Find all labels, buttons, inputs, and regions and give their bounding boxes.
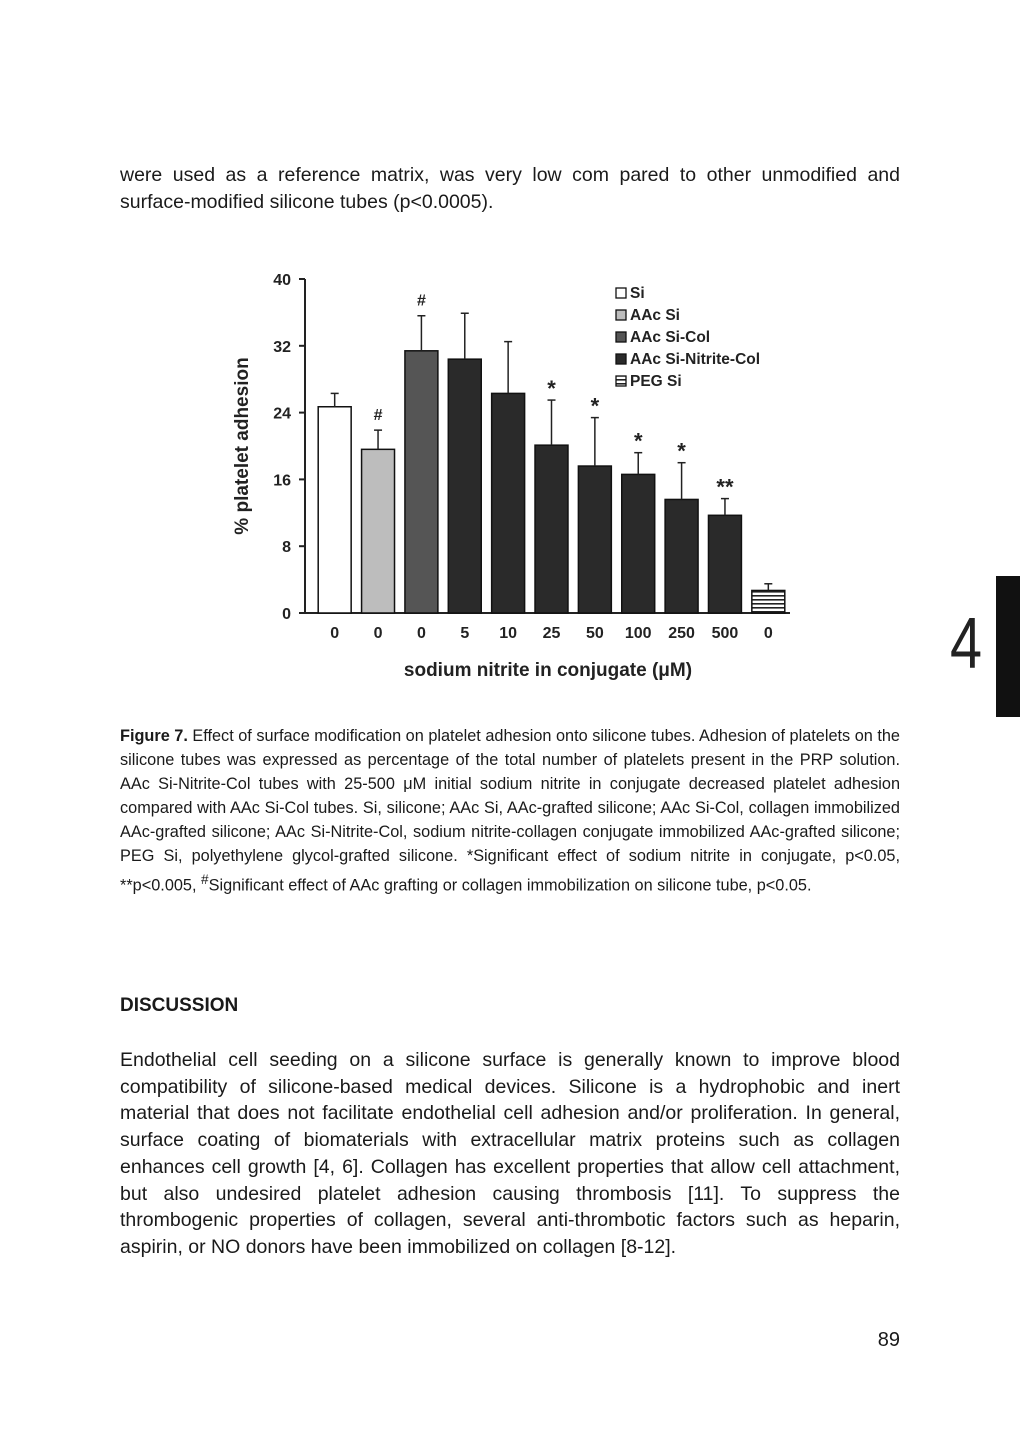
- x-tick-label: 0: [330, 625, 340, 642]
- y-tick-label: 16: [273, 472, 291, 490]
- page-number: 89: [877, 1329, 900, 1351]
- caption-hash-superscript: #: [201, 872, 209, 887]
- x-tick-label: 250: [668, 625, 695, 642]
- legend-label: AAc Si: [630, 307, 680, 324]
- significance-marker: #: [416, 292, 426, 310]
- y-tick-label: 32: [273, 338, 291, 356]
- chapter-number: 4: [949, 604, 983, 684]
- bar: [535, 445, 568, 613]
- caption-text-part2: Significant effect of AAc grafting or collagen immobilization on silicone tube, p<0.05.: [208, 876, 812, 895]
- figure-caption: [120, 724, 900, 897]
- legend-swatch: [616, 310, 626, 320]
- x-tick-label: 5: [460, 625, 470, 642]
- intro-paragraph: were used as a reference matrix, was very low com pared to other unmodified and surface-modified silicone tubes (p<0.0005).: [120, 164, 900, 213]
- legend-swatch: [616, 288, 626, 298]
- significance-marker: *: [633, 428, 643, 454]
- discussion-paragraph: Endothelial cell seeding on a silicone surface is generally known to improve blood compatibility of silicone-based medical devices. Silicone is a hydrophobic and inert material that does not facilitate endothelial cell adhesion and/or proliferation. In general, surface coating of biomaterials with extracellular matrix proteins such as collagen enhances cell growth [4, 6]. Collagen has excellent properties that allow cell attachment, but also undesired platelet adhesion causing thrombosis [11]. To suppress the thrombogenic properties of collagen, several anti-thrombotic factors such as heparin, aspirin, or NO donors have been immobilized on collagen [8-12].: [120, 1049, 900, 1258]
- significance-marker: #: [373, 407, 383, 425]
- chapter-tab-marker: [996, 576, 1020, 717]
- x-axis-label: sodium nitrite in conjugate (μM): [403, 660, 693, 681]
- bar: [492, 393, 525, 613]
- x-tick-label: 25: [542, 625, 561, 642]
- significance-marker: **: [716, 474, 734, 500]
- x-tick-label: 0: [763, 625, 773, 642]
- x-tick-label: 0: [416, 625, 426, 642]
- discussion-heading: DISCUSSION: [120, 995, 239, 1016]
- legend-swatch: [616, 354, 626, 364]
- legend-swatch: [616, 376, 626, 386]
- bar: [578, 466, 611, 613]
- y-tick-label: 24: [273, 405, 291, 423]
- x-tick-label: 50: [585, 625, 604, 642]
- y-tick-label: 40: [273, 272, 291, 289]
- significance-marker: *: [547, 376, 556, 402]
- figure-label: Figure 7.: [120, 727, 188, 745]
- legend-label: AAc Si-Col: [630, 329, 711, 346]
- bar: [752, 590, 785, 613]
- y-axis-label: % platelet adhesion: [232, 357, 253, 535]
- platelet-adhesion-bar-chart: [200, 255, 820, 695]
- x-tick-label: 10: [499, 625, 518, 642]
- y-tick-label: 8: [282, 539, 291, 557]
- x-tick-label: 100: [624, 625, 652, 642]
- bar: [448, 359, 481, 613]
- y-tick-label: 0: [282, 606, 291, 623]
- x-tick-label: 500: [711, 625, 739, 642]
- legend-label: AAc Si-Nitrite-Col: [630, 351, 761, 368]
- bar: [665, 499, 698, 613]
- legend-swatch: [616, 332, 626, 342]
- significance-marker: *: [590, 393, 600, 419]
- chart-legend: [616, 285, 760, 390]
- legend-label: PEG Si: [630, 373, 682, 390]
- chart-bars: [318, 293, 785, 642]
- significance-marker: *: [677, 438, 686, 464]
- x-tick-label: 0: [373, 625, 383, 642]
- bar: [622, 474, 655, 613]
- bar: [318, 407, 351, 613]
- bar: [405, 351, 438, 613]
- caption-text-part1: Effect of surface modification on platelet adhesion onto silicone tubes. Adhesion of platelets on the silicone tubes was expressed as percentage of the total number of platelets present in the PRP solution. AAc Si-Nitrite-Col tubes with 25-500 μM initial sodium nitrite in conjugate decreased platelet adhesion compared with AAc Si-Col tubes. Si, silicone; AAc Si, AAc-grafted silicone; AAc Si-Col, collagen immobilized AAc-grafted silicone; AAc Si-Nitrite-Col, sodium nitrite-collagen conjugate immobilized AAc-grafted silicone; PEG Si, polyethylene glycol-grafted silicone. *Significant effect of sodium nitrite in conjugate, p<0.05, **p<0.005,: [120, 727, 900, 895]
- bar: [708, 515, 741, 613]
- bar: [362, 449, 395, 613]
- legend-label: Si: [630, 285, 645, 302]
